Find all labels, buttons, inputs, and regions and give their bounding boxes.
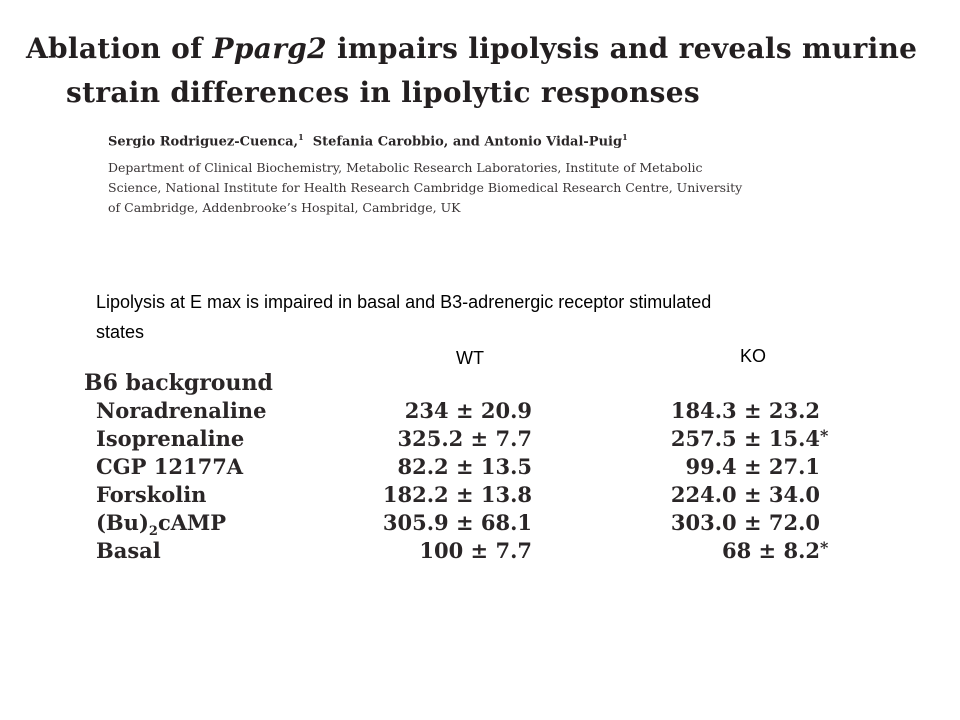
ko-value: 303.0 ± 72.0 bbox=[670, 510, 820, 535]
author-name: and Antonio Vidal-Puig bbox=[452, 134, 623, 150]
author-affiliation-mark: 1 bbox=[298, 132, 304, 142]
ko-value: 224.0 ± 34.0 bbox=[670, 482, 820, 507]
affiliation-line: of Cambridge, Addenbrooke’s Hospital, Cambridge, UK bbox=[108, 200, 461, 215]
treatment-name: $(Bu)_2cAMP$ bbox=[96, 510, 227, 540]
treatment-name: Isoprenaline bbox=[96, 426, 245, 451]
column-header-wt: WT bbox=[456, 348, 484, 368]
table-row bbox=[0, 482, 960, 510]
author-name: Sergio Rodriguez-Cuenca, bbox=[108, 134, 299, 150]
table-row bbox=[0, 538, 960, 566]
treatment-name: Forskolin bbox=[96, 482, 207, 507]
author-name: Stefania Carobbio, bbox=[312, 134, 449, 150]
wt-value: 234 ± 20.9 bbox=[404, 398, 532, 423]
wt-value: 325.2 ± 7.7 bbox=[397, 426, 532, 451]
author-affiliation-mark: 1 bbox=[622, 132, 628, 142]
ko-value: 99.4 ± 27.1 bbox=[685, 454, 820, 479]
table-row bbox=[0, 510, 960, 538]
table-row bbox=[0, 454, 960, 482]
wt-value: 305.9 ± 68.1 bbox=[382, 510, 532, 535]
title-suffix: impairs lipolysis and reveals murine bbox=[326, 32, 918, 65]
ko-value: 184.3 ± 23.2 bbox=[670, 398, 820, 423]
wt-value: 182.2 ± 13.8 bbox=[382, 482, 532, 507]
wt-value: 82.2 ± 13.5 bbox=[397, 454, 532, 479]
ko-value: 257.5 ± 15.4* bbox=[670, 426, 829, 451]
wt-value: 100 ± 7.7 bbox=[419, 538, 532, 563]
affiliation-line: Science, National Institute for Health Research Cambridge Biomedical Research Centre, University bbox=[108, 180, 743, 195]
slide-caption-line-1: Lipolysis at E max is impaired in basal and B3-adrenergic receptor stimulated bbox=[96, 292, 712, 312]
treatment-name: CGP 12177A bbox=[96, 454, 244, 479]
paper-title-line-1 bbox=[26, 32, 917, 65]
significance-mark: * bbox=[820, 538, 829, 557]
column-header-ko: KO bbox=[740, 346, 767, 366]
treatment-name: Basal bbox=[96, 538, 161, 563]
author-list bbox=[108, 132, 628, 149]
significance-mark: * bbox=[820, 426, 829, 445]
slide-caption-line-2: states bbox=[96, 322, 145, 342]
table-row bbox=[0, 426, 960, 454]
table-row bbox=[0, 398, 960, 426]
title-gene-name: Pparg2 bbox=[212, 32, 327, 65]
ko-value: 68 ± 8.2* bbox=[722, 538, 829, 563]
affiliation-line: Department of Clinical Biochemistry, Metabolic Research Laboratories, Institute of Metabolic bbox=[108, 160, 703, 175]
table-group-label: B6 background bbox=[84, 370, 273, 396]
paper-title-line-2: strain differences in lipolytic responses bbox=[66, 76, 700, 109]
title-prefix: Ablation of bbox=[26, 32, 213, 65]
treatment-name: Noradrenaline bbox=[96, 398, 267, 423]
